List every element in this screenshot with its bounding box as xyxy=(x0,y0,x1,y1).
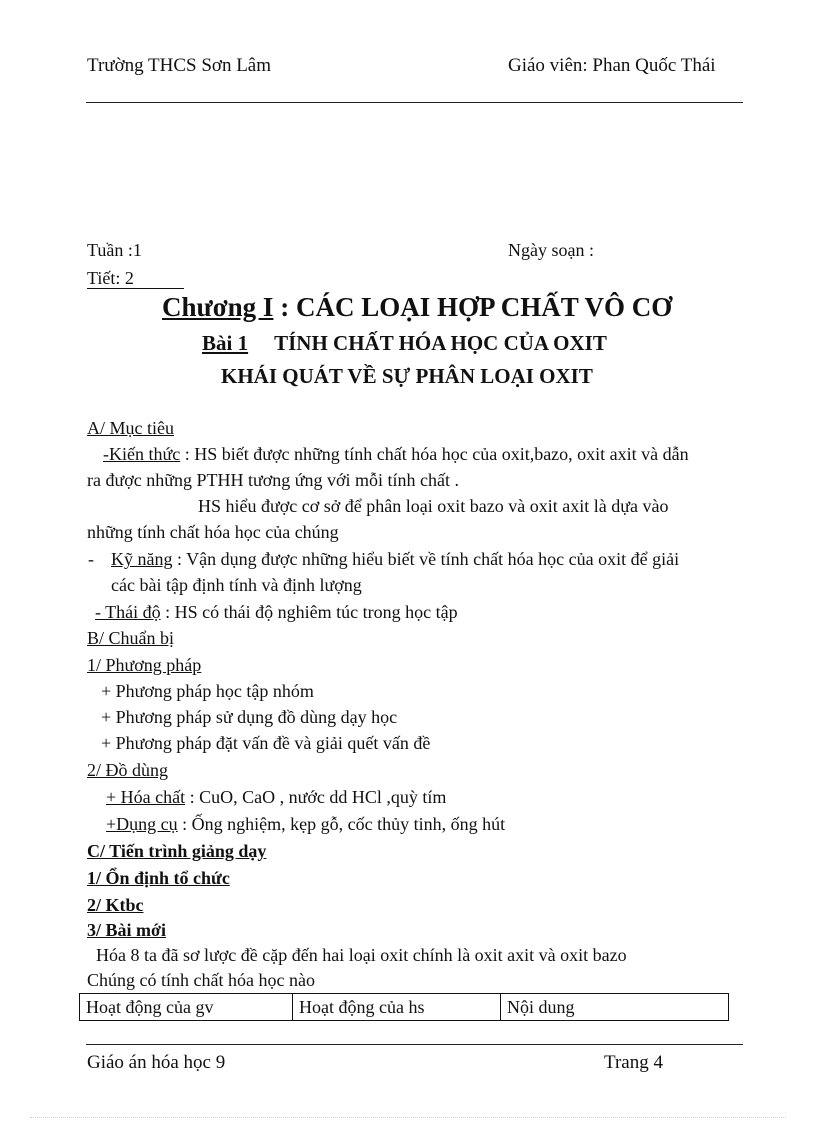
knowledge-line-3: HS hiểu được cơ sở để phân loại oxit bazo và oxit axit là dựa vào xyxy=(198,496,669,516)
step-1: 1/ Ổn định tổ chức xyxy=(87,868,230,888)
date-label: Ngày soạn : xyxy=(508,240,594,260)
skill-label: Kỹ năng xyxy=(111,549,173,569)
equipment-text: : Ống nghiệm, kẹp gỗ, cốc thủy tinh, ống hút xyxy=(177,814,506,834)
objectives-heading: A/ Mục tiêu xyxy=(87,418,174,438)
lesson-title: TÍNH CHẤT HÓA HỌC CỦA OXIT xyxy=(274,331,607,355)
chemicals-line xyxy=(106,787,446,808)
footer-left: Giáo án hóa học 9 xyxy=(87,1052,226,1073)
page-edge xyxy=(30,1117,786,1118)
knowledge-line-4: những tính chất hóa học của chúng xyxy=(87,522,339,542)
method-item: + Phương pháp sử dụng đồ dùng dạy học xyxy=(101,707,398,727)
chemicals-label: + Hóa chất xyxy=(106,787,186,807)
method-item: + Phương pháp đặt vấn đề và giải quết vấn đề xyxy=(101,733,431,753)
intro-line-2: Chúng có tính chất hóa học nào xyxy=(87,970,315,990)
lesson-title-2: KHÁI QUÁT VỀ SỰ PHÂN LOẠI OXIT xyxy=(221,364,593,388)
chapter-title xyxy=(162,292,672,323)
equipment-label: +Dụng cụ xyxy=(106,814,178,834)
chapter-name: : CÁC LOẠI HỢP CHẤT VÔ CƠ xyxy=(273,292,673,322)
skill-text-1: : Vận dụng được những hiểu biết về tính chất hóa học của oxit để giải xyxy=(172,549,680,569)
process-heading: C/ Tiến trình giảng dạy xyxy=(87,841,267,861)
knowledge-text-1: : HS biết được những tính chất hóa học của oxit,bazo, oxit axit và dẫn xyxy=(180,444,689,464)
page-number: Trang 4 xyxy=(604,1052,663,1073)
attitude-label: - Thái độ xyxy=(95,602,161,622)
school-name: Trường THCS Sơn Lâm xyxy=(87,55,272,76)
table-row xyxy=(80,994,729,1021)
period-text: Tiết: 2 xyxy=(87,268,134,288)
teacher-name: Giáo viên: Phan Quốc Thái xyxy=(508,55,716,76)
tools-heading: 2/ Đồ dùng xyxy=(87,760,168,780)
table-header-content: Nội dung xyxy=(501,994,729,1021)
week: Tuần :1 xyxy=(87,240,142,260)
chapter-label: Chương I xyxy=(162,292,274,322)
table-header-student: Hoạt động của hs xyxy=(293,994,501,1021)
knowledge-line-2: ra được những PTHH tương ứng với mỗi tính chất . xyxy=(87,470,460,490)
header-rule xyxy=(86,102,743,103)
step-2: 2/ Ktbc xyxy=(87,895,144,915)
skill-dash: - xyxy=(88,549,94,569)
knowledge-label: -Kiến thức xyxy=(103,444,181,464)
step-3: 3/ Bài mới xyxy=(87,920,166,940)
attitude-line xyxy=(95,602,458,623)
prep-heading: B/ Chuẩn bị xyxy=(87,628,175,648)
method-item: + Phương pháp học tập nhóm xyxy=(101,681,314,701)
equipment-line xyxy=(106,814,505,835)
skill-line-2: các bài tập định tính và định lượng xyxy=(111,575,362,595)
lesson-label: Bài 1 xyxy=(202,331,249,355)
period xyxy=(87,268,184,289)
table-header-teacher: Hoạt động của gv xyxy=(80,994,293,1021)
chemicals-text: : CuO, CaO , nước dd HCl ,quỳ tím xyxy=(185,787,447,807)
footer-rule xyxy=(86,1044,743,1045)
knowledge-line-1 xyxy=(103,444,689,465)
activity-table xyxy=(79,993,729,1021)
intro-line-1: Hóa 8 ta đã sơ lược đề cặp đến hai loại oxit chính là oxit axit và oxit bazo xyxy=(96,945,627,965)
attitude-text: : HS có thái độ nghiêm túc trong học tập xyxy=(160,602,458,622)
lesson-heading xyxy=(202,331,607,356)
skill-line-1 xyxy=(111,549,679,570)
method-heading: 1/ Phương pháp xyxy=(87,655,202,675)
